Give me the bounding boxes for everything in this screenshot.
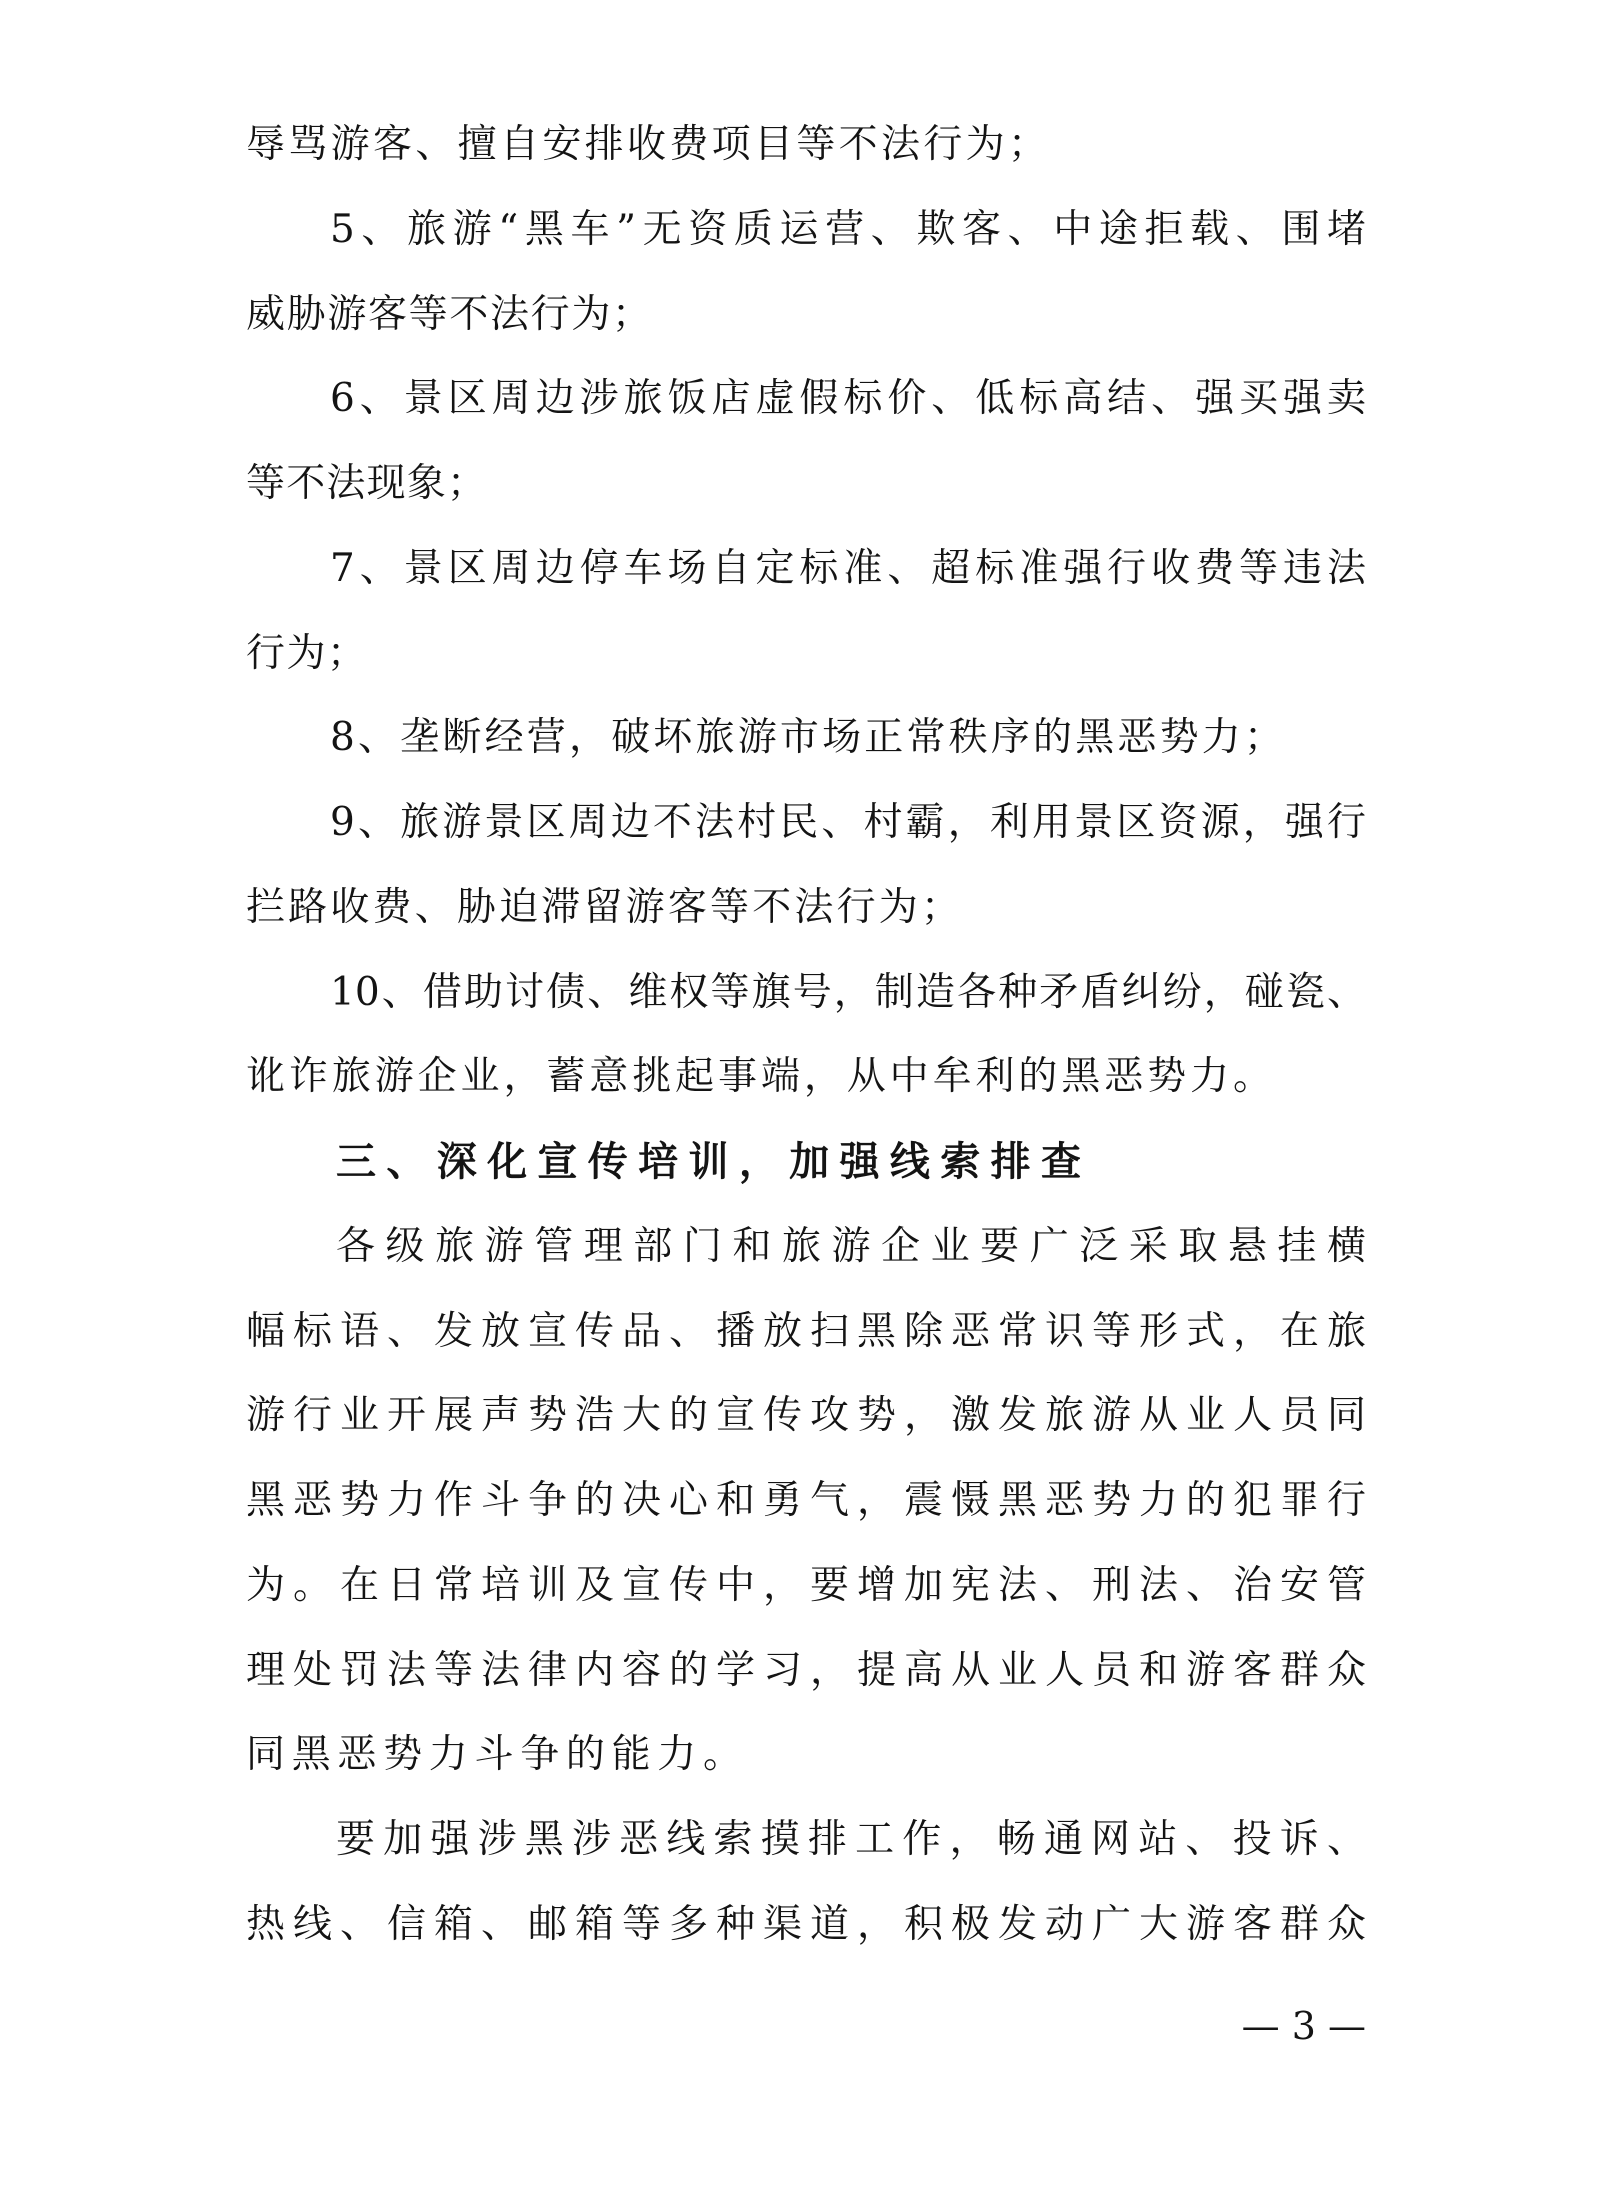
- body-text-line: 拦路收费、胁迫滞留游客等不法行为；: [246, 884, 960, 930]
- section-heading: 三、深化宣传培训，加强线索排查: [336, 1139, 1081, 1185]
- body-text-line: 8、垄断经营，破坏旅游市场正常秩序的黑恶势力；: [330, 715, 1283, 761]
- body-text-line: 等不法现象；: [246, 461, 486, 506]
- body-text-line: 要加强涉黑涉恶线索摸排工作，畅通网站、投诉、: [336, 1817, 1366, 1862]
- page-number: — 3 —: [1241, 2004, 1366, 2048]
- body-text-line: 讹诈旅游企业，蓄意挑起事端，从中牟利的黑恶势力。: [246, 1054, 1272, 1100]
- body-text-line: 9、旅游景区周边不法村民、村霸，利用景区资源，强行: [330, 800, 1366, 845]
- body-text-line: 行为；: [246, 630, 366, 676]
- paragraph: [246, 1798, 1366, 1968]
- body-text-line: 热线、信箱、邮箱等多种渠道，积极发动广大游客群众: [246, 1901, 1366, 1947]
- body-text-line: 同黑恶势力斗争的能力。: [246, 1732, 742, 1778]
- list-item: [246, 781, 1366, 951]
- body-text-line: 辱骂游客、擅自安排收费项目等不法行为；: [246, 122, 1047, 167]
- body-text-line: 6、景区周边涉旅饭店虚假标价、低标高结、强买强卖: [330, 376, 1366, 422]
- body-text-line: 5、旅游“黑车”无资质运营、欺客、中途拒载、围堵: [330, 206, 1366, 252]
- body-text-line: 游行业开展声势浩大的宣传攻势，激发旅游从业人员同: [246, 1393, 1366, 1439]
- document-page: [246, 103, 1366, 1968]
- body-text-line: 威胁游客等不法行为；: [246, 291, 651, 337]
- list-item: [246, 357, 1366, 527]
- list-item: [246, 696, 1366, 781]
- body-text-line: 黑恶势力作斗争的决心和勇气，震慑黑恶势力的犯罪行: [246, 1478, 1366, 1523]
- list-item: [246, 527, 1366, 697]
- body-text-line: 10、借助讨债、维权等旗号，制造各种矛盾纠纷，碰瓷、: [330, 969, 1366, 1015]
- list-item: [246, 188, 1366, 358]
- list-item: [246, 951, 1366, 1121]
- body-text-line: 7、景区周边停车场自定标准、超标准强行收费等违法: [330, 545, 1366, 591]
- body-text-line: 为。在日常培训及宣传中，要增加宪法、刑法、治安管: [246, 1562, 1366, 1608]
- paragraph: [246, 1205, 1366, 1798]
- body-text-line: 理处罚法等法律内容的学习，提高从业人员和游客群众: [246, 1647, 1366, 1693]
- body-text-line: 各级旅游管理部门和旅游企业要广泛采取悬挂横: [336, 1223, 1366, 1269]
- body-text-line: 幅标语、发放宣传品、播放扫黑除恶常识等形式，在旅: [246, 1308, 1366, 1354]
